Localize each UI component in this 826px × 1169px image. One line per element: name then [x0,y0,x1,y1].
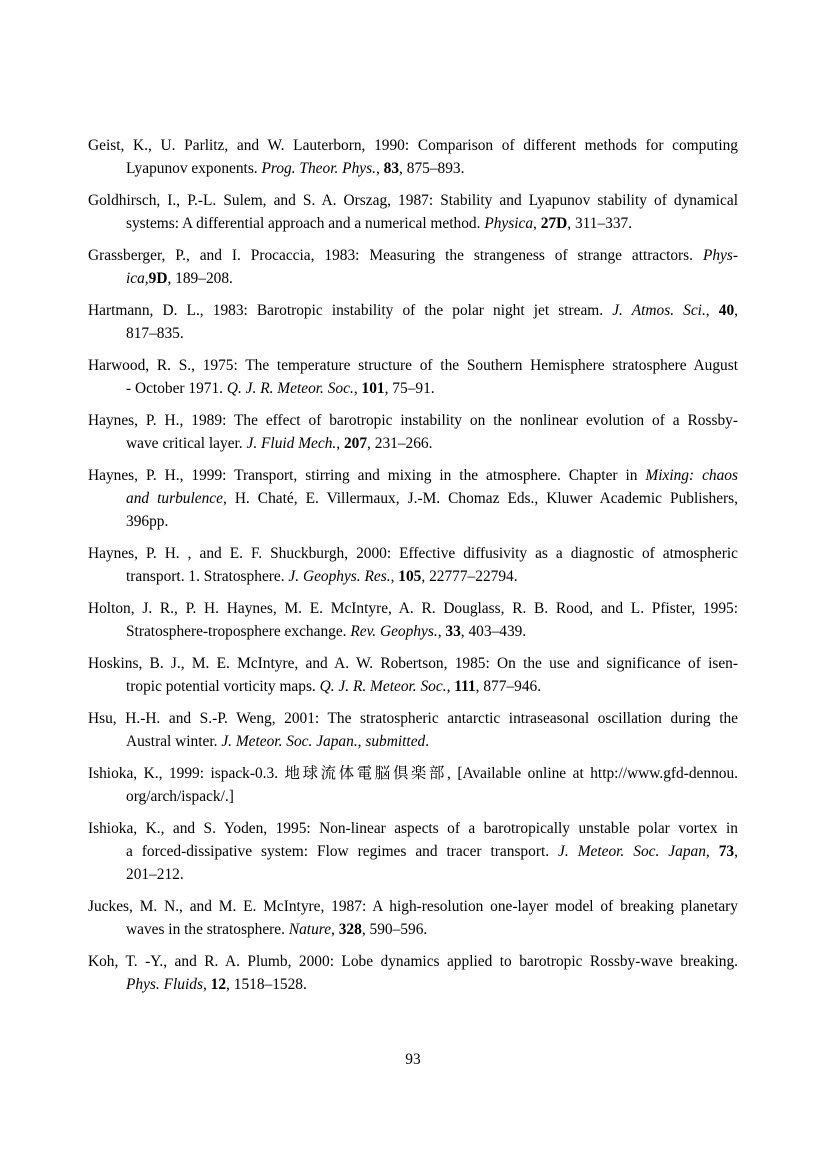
reference-text: - October 1971. [126,380,227,397]
reference-line [88,322,738,345]
reference-entry [88,299,738,345]
reference-text: systems: A differential approach and a numerical method. [126,215,485,232]
reference-volume-number: 83 [383,160,400,177]
reference-italic-text: Nature [288,921,332,938]
reference-line [88,464,738,487]
reference-entry [88,950,738,996]
reference-text: , [734,302,738,319]
reference-italic-text: Phys- [702,247,738,264]
reference-text: , [734,843,738,860]
reference-line [88,244,738,267]
reference-volume-number: 33 [445,623,461,640]
reference-italic-text: J. Meteor. Soc. Japan. [221,733,358,750]
reference-text: 817–835. [126,325,184,342]
reference-line [88,565,738,588]
reference-entry [88,895,738,941]
reference-entry [88,409,738,455]
reference-text: Koh, T. -Y., and R. A. Plumb, 2000: Lobe dynamics applied to barotropic Rossby-wave breaking. [88,953,738,970]
reference-entry [88,652,738,698]
reference-line [88,707,738,730]
reference-italic-text: J. Atmos. Sci. [612,302,706,319]
reference-line [88,620,738,643]
reference-line [88,299,738,322]
reference-line [88,377,738,400]
reference-text: waves in the stratosphere. [126,921,289,938]
reference-line [88,487,738,510]
reference-italic-text: and turbulence [126,490,223,507]
reference-text: . [425,733,430,750]
reference-line [88,675,738,698]
reference-italic-text: J. Fluid Mech. [246,435,337,452]
reference-volume-number: 12 [210,976,227,993]
reference-text: wave critical layer. [126,435,247,452]
reference-text: 201–212. [126,866,184,883]
reference-line [88,212,738,235]
reference-text: Stratosphere-troposphere exchange. [126,623,351,640]
reference-text: Ishioka, K., 1999: ispack-0.3. 地球流体電脳倶楽部, [Available online at http://www.gfd-dennou. [88,765,738,782]
reference-entry [88,707,738,753]
reference-entry [88,542,738,588]
reference-line [88,950,738,973]
reference-text: , 189–208. [167,270,233,287]
reference-text: Holton, J. R., P. H. Haynes, M. E. McIntyre, A. R. Douglass, R. B. Rood, and L. Pfister, 1995: [88,600,738,617]
reference-text: , 75–91. [384,380,435,397]
reference-italic-text: J. Meteor. Soc. Japan [558,843,706,860]
reference-italic-text: Q. J. R. Meteor. Soc. [226,380,354,397]
reference-text: , [353,380,362,397]
reference-volume-number: 101 [361,380,385,397]
reference-volume-number: 111 [454,678,476,695]
reference-line [88,597,738,620]
reference-text: , [446,678,455,695]
reference-text: , [202,976,211,993]
reference-text: , H. Chaté, E. Villermaux, J.-M. Chomaz Eds., Kluwer Academic Publishers, [222,490,738,507]
reference-text: , [437,623,446,640]
reference-line [88,267,738,290]
reference-entry [88,244,738,290]
reference-text: Hoskins, B. J., M. E. McIntyre, and A. W. Robertson, 1985: On the use and significance of isen- [88,655,738,672]
reference-text: , [357,733,366,750]
reference-text: , [390,568,399,585]
reference-line [88,432,738,455]
reference-line [88,157,738,180]
reference-italic-text: submitted [365,733,426,750]
reference-volume-number: 9D [148,270,168,287]
reference-text: Harwood, R. S., 1975: The temperature structure of the Southern Hemisphere stratosphere August [88,357,738,374]
reference-text: , 403–439. [460,623,527,640]
reference-text: , 590–596. [361,921,428,938]
reference-text: Juckes, M. N., and M. E. McIntyre, 1987: A high-resolution one-layer model of breaking planetary [88,898,738,915]
reference-text: Haynes, P. H., 1999: Transport, stirring and mixing in the atmosphere. Chapter in [88,467,646,484]
reference-text: Hsu, H.-H. and S.-P. Weng, 2001: The stratospheric antarctic intraseasonal oscillation during the [88,710,738,727]
reference-entry [88,464,738,533]
reference-italic-text: Rev. Geophys. [350,623,438,640]
reference-text: Austral winter. [126,733,222,750]
reference-line [88,652,738,675]
reference-line [88,409,738,432]
reference-line [88,354,738,377]
reference-entry [88,134,738,180]
reference-line [88,762,738,785]
reference-text: , [331,921,339,938]
reference-italic-text: Q. J. R. Meteor. Soc. [319,678,447,695]
reference-italic-text: J. Geophys. Res. [288,568,391,585]
references-list [88,134,738,1005]
reference-text: , 877–946. [475,678,542,695]
reference-text: a forced-dissipative system: Flow regimes and tracer transport. [126,843,559,860]
reference-volume-number: 40 [718,302,735,319]
reference-line [88,542,738,565]
reference-text: , 231–266. [367,435,433,452]
reference-line [88,817,738,840]
reference-text: Grassberger, P., and I. Procaccia, 1983: Measuring the strangeness of strange attractors. [88,247,703,264]
reference-entry [88,817,738,886]
reference-entry [88,189,738,235]
reference-text: Haynes, P. H. , and E. F. Shuckburgh, 2000: Effective diffusivity as a diagnostic of atmospheric [88,545,738,562]
reference-text: , [705,843,719,860]
reference-italic-text: ica, [126,270,149,287]
reference-text: Hartmann, D. L., 1983: Barotropic instability of the polar night jet stream. [88,302,613,319]
reference-entry [88,597,738,643]
reference-text: , [533,215,541,232]
reference-volume-number: 105 [398,568,422,585]
reference-italic-text: Mixing: chaos [645,467,738,484]
reference-text: , 875–893. [399,160,465,177]
reference-volume-number: 27D [540,215,568,232]
reference-line [88,863,738,886]
reference-volume-number: 207 [343,435,368,452]
reference-line [88,510,738,533]
reference-text: , 22777–22794. [421,568,518,585]
reference-entry [88,354,738,400]
reference-line [88,840,738,863]
reference-text: Lyapunov exponents. [126,160,262,177]
reference-text: , [705,302,719,319]
reference-text: org/arch/ispack/.] [126,788,234,805]
reference-line [88,189,738,212]
reference-text: 396pp. [126,513,169,530]
reference-italic-text: Prog. Theor. Phys. [261,160,376,177]
reference-text: Geist, K., U. Parlitz, and W. Lauterborn, 1990: Comparison of different methods for computing [88,137,738,154]
reference-line [88,785,738,808]
reference-italic-text: Physica [484,215,534,232]
reference-volume-number: 73 [718,843,735,860]
reference-text: , 1518–1528. [226,976,307,993]
reference-text: Ishioka, K., and S. Yoden, 1995: Non-linear aspects of a barotropically unstable polar vortex in [88,820,738,837]
reference-text: , [336,435,344,452]
page-number: 93 [405,1051,421,1068]
reference-line [88,918,738,941]
reference-text: tropic potential vorticity maps. [126,678,320,695]
reference-text: Haynes, P. H., 1989: The effect of barotropic instability on the nonlinear evolution of a Rossby- [88,412,738,429]
reference-entry [88,762,738,808]
reference-line [88,134,738,157]
reference-text: transport. 1. Stratosphere. [126,568,289,585]
reference-text: , 311–337. [567,215,633,232]
reference-volume-number: 328 [338,921,362,938]
reference-line [88,895,738,918]
reference-line [88,730,738,753]
reference-text: , [375,160,384,177]
reference-text: Goldhirsch, I., P.-L. Sulem, and S. A. Orszag, 1987: Stability and Lyapunov stability of dynamical [88,192,738,209]
reference-italic-text: Phys. Fluids [126,976,203,993]
reference-line [88,973,738,996]
